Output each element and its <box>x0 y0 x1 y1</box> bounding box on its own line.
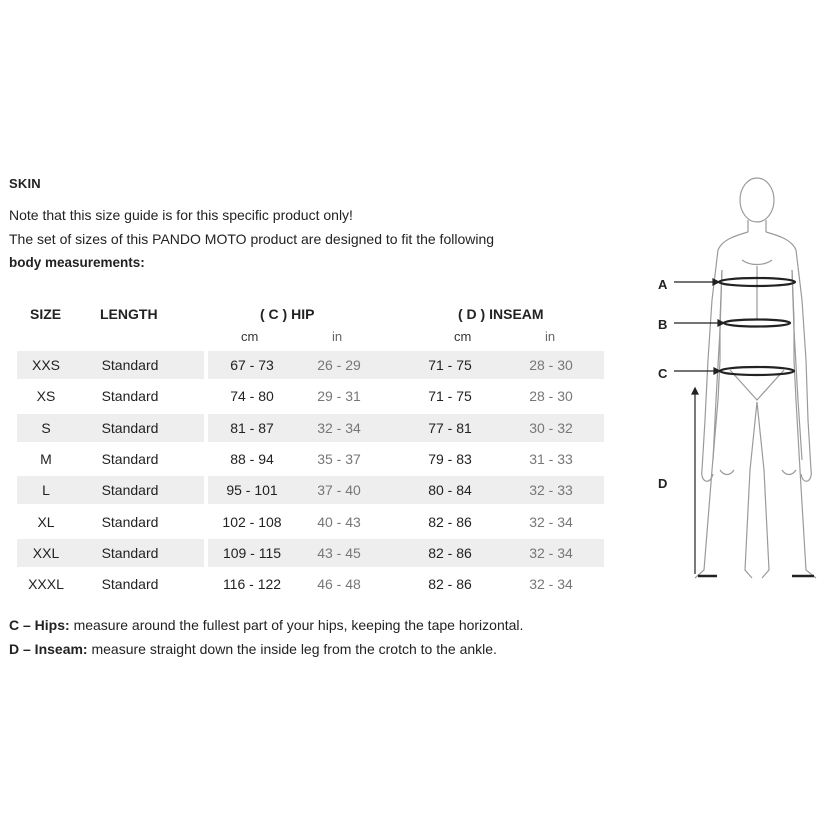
cell-size: L <box>42 482 50 499</box>
cell-hip-in: 37 - 40 <box>317 482 361 499</box>
table-row <box>17 445 604 473</box>
note-hips <box>9 613 523 637</box>
cell-length: Standard <box>101 450 159 467</box>
cell-inseam-in: 30 - 32 <box>529 419 573 436</box>
cell-inseam-cm: 71 - 75 <box>428 357 472 373</box>
note-inseam <box>9 637 523 661</box>
note-inseam-text: measure straight down the inside leg from the crotch to the ankle. <box>87 641 497 657</box>
note-hips-label: C – Hips: <box>9 617 70 633</box>
cell-length: Standard <box>101 357 159 373</box>
table-row <box>17 539 604 567</box>
cell-hip-cm: 95 - 101 <box>226 482 278 499</box>
cell-size: XL <box>37 513 55 530</box>
header-inseam-cm: cm <box>454 329 472 344</box>
table-row <box>17 508 604 536</box>
cell-hip-cm: 109 - 115 <box>222 544 282 561</box>
cell-inseam-in: 31 - 33 <box>529 450 573 467</box>
cell-length: Standard <box>101 576 159 593</box>
cell-hip-in: 32 - 34 <box>317 419 361 436</box>
cell-hip-cm: 67 - 73 <box>230 357 274 373</box>
body-outline-illustration <box>650 170 830 590</box>
intro-text <box>9 203 609 275</box>
label-b: B <box>658 317 668 332</box>
cell-inseam-cm: 82 - 86 <box>428 513 472 530</box>
body-silhouette <box>695 178 816 578</box>
cell-size: M <box>40 450 52 467</box>
header-inseam-in: in <box>545 329 556 344</box>
cell-inseam-cm: 82 - 86 <box>428 576 472 593</box>
intro-line-2: The set of sizes of this PANDO MOTO product are designed to fit the following <box>9 231 495 247</box>
cell-inseam-cm: 79 - 83 <box>428 450 472 467</box>
cell-inseam-in: 28 - 30 <box>529 357 573 373</box>
cell-hip-cm: 102 - 108 <box>222 513 282 530</box>
label-a: A <box>658 277 668 292</box>
cell-size: XXL <box>32 544 60 561</box>
cell-length: Standard <box>101 388 159 405</box>
cell-size: XXXL <box>28 576 64 593</box>
cell-hip-in: 46 - 48 <box>317 576 361 593</box>
cell-hip-in: 26 - 29 <box>317 357 361 373</box>
note-inseam-label: D – Inseam: <box>9 641 88 657</box>
cell-length: Standard <box>101 482 159 499</box>
header-inseam: ( D ) INSEAM <box>458 306 544 322</box>
cell-hip-cm: 88 - 94 <box>230 450 274 467</box>
product-title: SKIN <box>9 176 41 191</box>
note-hips-text: measure around the fullest part of your hips, keeping the tape horizontal. <box>69 617 524 633</box>
intro-line-3: body measurements: <box>9 255 145 270</box>
cell-inseam-in: 32 - 34 <box>529 513 573 530</box>
intro-line-1: Note that this size guide is for this specific product only! <box>9 207 353 223</box>
cell-size: XS <box>36 388 56 405</box>
cell-inseam-cm: 71 - 75 <box>428 388 472 405</box>
cell-hip-cm: 74 - 80 <box>230 388 274 405</box>
label-c: C <box>658 366 668 381</box>
label-d: D <box>658 476 668 491</box>
header-hip-in: in <box>332 329 343 344</box>
cell-hip-cm: 81 - 87 <box>230 419 274 436</box>
cell-inseam-cm: 82 - 86 <box>428 544 472 561</box>
cell-hip-in: 43 - 45 <box>317 544 361 561</box>
body-measurement-figure <box>650 170 830 590</box>
table-row <box>17 414 604 442</box>
cell-length: Standard <box>101 544 159 561</box>
cell-hip-in: 29 - 31 <box>317 388 361 405</box>
cell-inseam-in: 32 - 34 <box>529 544 573 561</box>
header-size: SIZE <box>30 306 62 322</box>
header-hip-cm: cm <box>241 329 259 344</box>
cell-inseam-cm: 77 - 81 <box>428 419 472 436</box>
cell-hip-in: 35 - 37 <box>317 450 361 467</box>
cell-length: Standard <box>101 419 159 436</box>
cell-size: S <box>41 419 51 436</box>
cell-inseam-in: 28 - 30 <box>529 388 573 405</box>
cell-inseam-in: 32 - 34 <box>529 576 573 593</box>
table-row <box>17 351 604 379</box>
cell-hip-cm: 116 - 122 <box>222 576 282 593</box>
measurement-notes <box>9 613 523 661</box>
measure-arrows <box>674 279 724 574</box>
header-hip: ( C ) HIP <box>260 306 315 322</box>
table-row <box>17 382 604 410</box>
cell-size: XXS <box>31 357 60 373</box>
table-row <box>17 570 604 598</box>
cell-length: Standard <box>101 513 159 530</box>
cell-hip-in: 40 - 43 <box>317 513 361 530</box>
table-row <box>17 476 604 504</box>
header-length: LENGTH <box>100 306 158 322</box>
cell-inseam-in: 32 - 33 <box>529 482 573 499</box>
cell-inseam-cm: 80 - 84 <box>428 482 472 499</box>
